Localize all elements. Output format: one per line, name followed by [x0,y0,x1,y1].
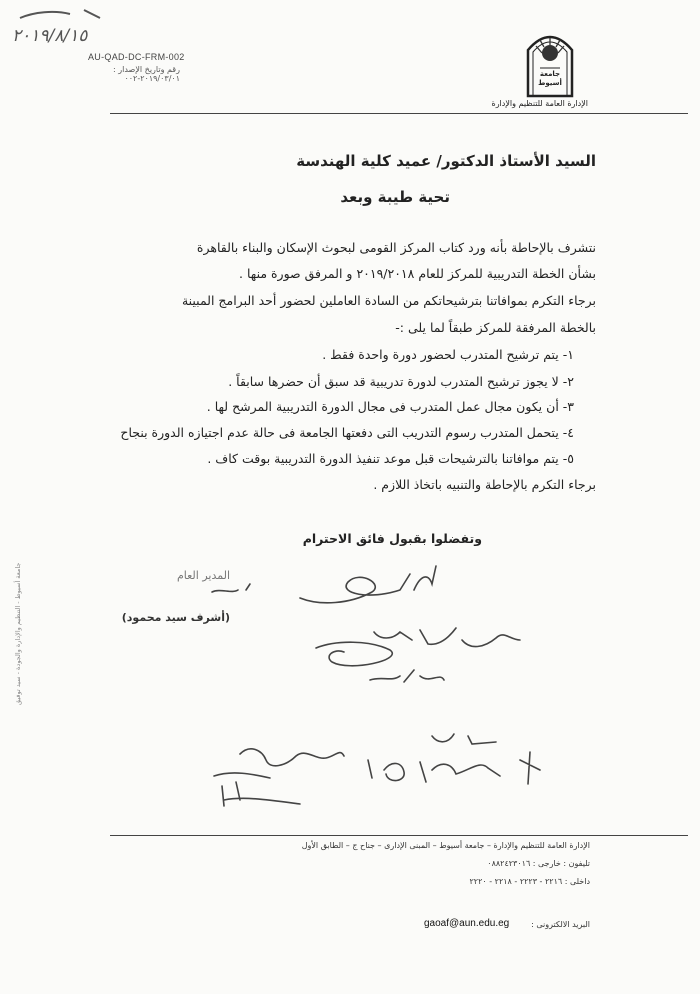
footer-email-label: البريد الالكترونى : [531,920,590,929]
form-code: AU-QAD-DC-FRM-002 [88,52,185,62]
list-item: ١- يتم ترشيح المتدرب لحضور دورة واحدة فقط . [322,347,574,362]
closing-line: وتفضلوا بقبول فائق الاحترام [302,531,482,546]
footer-email-link[interactable]: gaoaf@aun.edu.eg [424,918,510,929]
list-item: ٤- يتحمل المتدرب رسوم التدريب التى دفعتها الجامعة فى حالة عدم اجتيازه الدورة بنجاح [120,425,574,440]
margin-note: جامعة أسيوط - التنظيم والإدارة والجودة - سيد توفيق [14,562,22,705]
list-item: ٣- أن يكون مجال عمل المتدرب فى مجال الدورة التدريبية المرشح لها . [206,399,574,414]
list-item: ٢- لا يجوز ترشيح المتدرب لدورة تدريبية قد سبق أن حضرها سابقاً . [228,374,574,389]
greeting: تحية طيبة وبعد [340,188,450,206]
university-logo: جامعة أسيوط [522,28,578,98]
footer-divider [110,835,688,836]
issue-info: رقم وتاريخ الإصدار : ٢٠١٩/٠٣/٠١-٠٠٢ [113,65,180,83]
footer-phone: تليفون : خارجى : ٠٨٨٢٤٢٣٠١٦ [487,859,590,868]
handwritten-date: ٢٠١٩/٨/١٥ [4,4,134,54]
footer-address: الإدارة العامة للتنظيم والإدارة – جامعة أسيوط – المبنى الإدارى – جناح ج – الطابق الأول [301,841,590,850]
signature-name: (أشرف سيد محمود) [121,611,230,624]
paragraph-line: نتشرف بالإحاطة بأنه ورد كتاب المركز القومى لبحوث الإسكان والبناء بالقاهرة [196,240,596,255]
final-line: برجاء التكرم بالإحاطة والتنبيه باتخاذ اللازم . [373,477,596,492]
addressee: السيد الأستاذ الدكتور/ عميد كلية الهندسة [296,152,596,170]
signature-title: المدير العام [176,569,230,582]
paragraph-line: برجاء التكرم بموافاتنا بترشيحاتكم من السادة العاملين لحضور أحد البرامج المبينة [181,293,596,308]
paragraph-line: بشأن الخطة التدريبية للمركز للعام ٢٠١٩/٢٠١٨ و المرفق صورة منها . [239,266,596,281]
department-name: الإدارة العامة للتنظيم والإدارة [491,99,588,108]
paragraph-line: بالخطة المرفقة للمركز طبقاً لما يلى :- [395,320,596,335]
footer-internal: داخلى : ٢٢١٦ - ٢٢٢٣ - ٢٢١٨ - ٢٢٢٠ [469,877,590,886]
list-item: ٥- يتم موافاتنا بالترشيحات قبل موعد تنفيذ الدورة التدريبية بوقت كاف . [207,451,574,466]
